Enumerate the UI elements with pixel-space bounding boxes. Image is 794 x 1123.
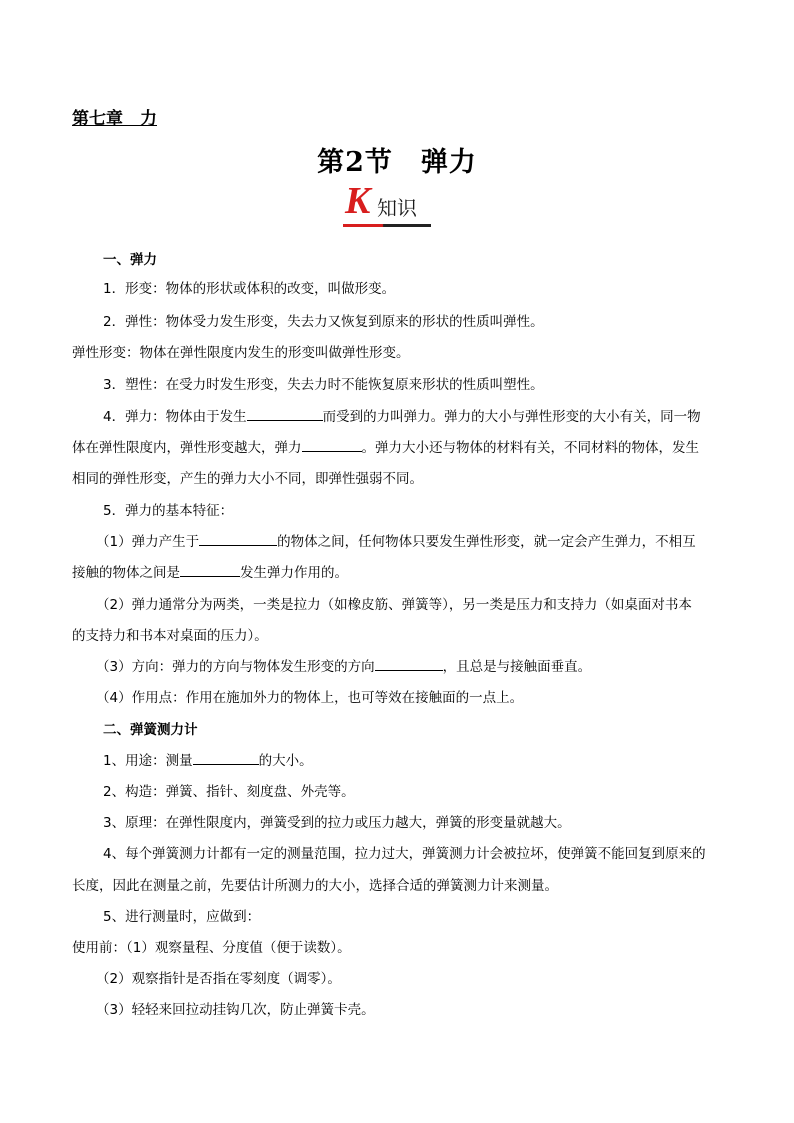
text-segment: （1）弹力产生于	[96, 534, 200, 550]
paragraph	[72, 561, 348, 581]
badge-letter: K	[345, 180, 371, 222]
paragraph: 5．弹力的基本特征：	[103, 503, 234, 519]
paragraph	[96, 530, 696, 550]
fill-blank[interactable]	[199, 533, 277, 546]
fill-blank[interactable]	[247, 408, 323, 421]
paragraph	[96, 655, 591, 675]
text-segment: 体在弹性限度内，弹性形变越大，弹力	[72, 440, 302, 456]
paragraph: 4、每个弹簧测力计都有一定的测量范围，拉力过大，弹簧测力计会被拉坏，使弹簧不能回复到原来的	[103, 846, 706, 862]
paragraph: （2）观察指针是否指在零刻度（调零）。	[96, 971, 341, 987]
text-segment: 。弹力大小还与物体的材料有关，不同材料的物体，发生	[361, 440, 699, 456]
paragraph: （2）弹力通常分为两类，一类是拉力（如橡皮筋、弹簧等），另一类是压力和支持力（如桌面对书本	[96, 597, 692, 613]
paragraph	[103, 749, 313, 769]
paragraph: 3、原理：在弹性限度内，弹簧受到的拉力或压力越大，弹簧的形变量就越大。	[103, 815, 571, 831]
paragraph: （4）作用点：作用在施加外力的物体上，也可等效在接触面的一点上。	[96, 690, 524, 706]
paragraph: 2、构造：弹簧、指针、刻度盘、外壳等。	[103, 784, 355, 800]
text-segment: 发生弹力作用的。	[240, 565, 348, 581]
heading-elastic-force: 一、弹力	[103, 252, 157, 268]
chapter-heading: 第七章 力	[72, 109, 157, 129]
paragraph: （3）轻轻来回拉动挂钩几次，防止弹簧卡壳。	[96, 1002, 375, 1018]
text-segment: 接触的物体之间是	[72, 565, 180, 581]
paragraph: 弹性形变：物体在弹性限度内发生的形变叫做弹性形变。	[72, 345, 410, 361]
paragraph: 使用前：（1）观察量程、分度值（便于读数）。	[72, 940, 351, 956]
paragraph: 1．形变：物体的形状或体积的改变，叫做形变。	[103, 281, 396, 297]
paragraph	[103, 405, 701, 425]
badge-underline	[343, 224, 431, 227]
badge-word: 知识	[377, 196, 417, 220]
text-segment: 而受到的力叫弹力。弹力的大小与弹性形变的大小有关，同一物	[322, 409, 701, 425]
fill-blank[interactable]	[375, 658, 443, 671]
section-title: 第2节 弹力	[317, 147, 477, 178]
paragraph	[72, 436, 699, 456]
text-segment: 4．弹力：物体由于发生	[103, 409, 247, 425]
paragraph: 3．塑性：在受力时发生形变，失去力时不能恢复原来形状的性质叫塑性。	[103, 377, 544, 393]
paragraph: 5、进行测量时，应做到：	[103, 909, 261, 925]
paragraph: 相同的弹性形变，产生的弹力大小不同，即弹性强弱不同。	[72, 471, 423, 487]
text-segment: （3）方向：弹力的方向与物体发生形变的方向	[96, 659, 375, 675]
text-segment: 1、用途：测量	[103, 753, 193, 769]
text-segment: 的物体之间，任何物体只要发生弹性形变，就一定会产生弹力，不相互	[277, 534, 696, 550]
fill-blank[interactable]	[193, 752, 259, 765]
paragraph: 2．弹性：物体受力发生形变，失去力又恢复到原来的形状的性质叫弹性。	[103, 314, 544, 330]
fill-blank[interactable]	[180, 564, 240, 577]
heading-spring-scale: 二、弹簧测力计	[103, 722, 198, 738]
text-segment: ，且总是与接触面垂直。	[442, 659, 592, 675]
paragraph: 长度，因此在测量之前，先要估计所测力的大小，选择合适的弹簧测力计来测量。	[72, 878, 558, 894]
fill-blank[interactable]	[302, 439, 362, 452]
paragraph: 的支持力和书本对桌面的压力）。	[72, 628, 268, 644]
text-segment: 的大小。	[258, 753, 313, 769]
